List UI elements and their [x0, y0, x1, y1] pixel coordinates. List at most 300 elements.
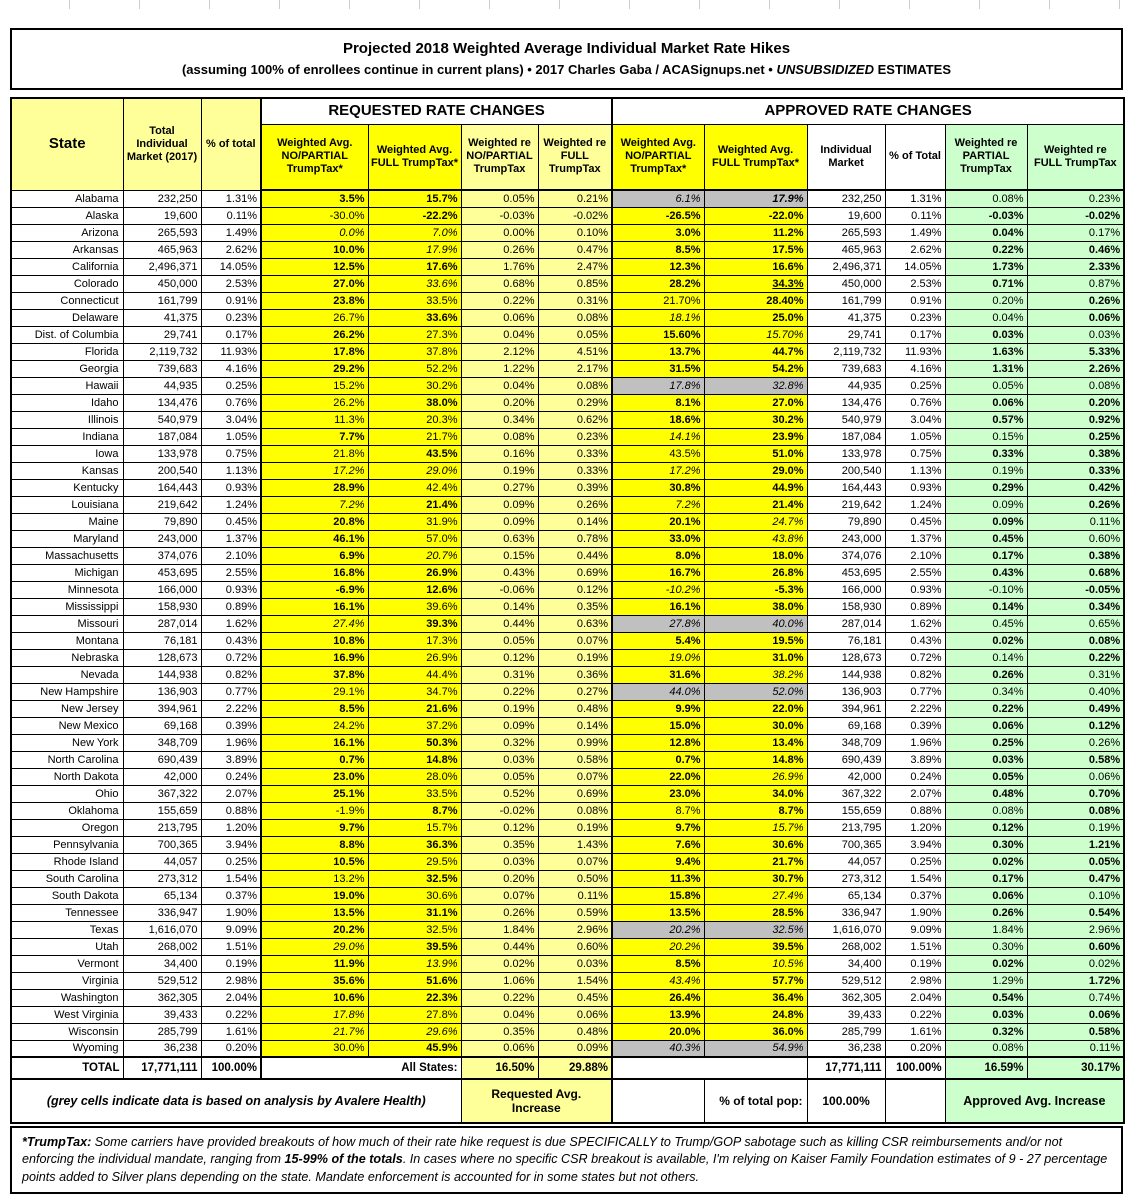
value-cell: 0.44% [461, 615, 538, 632]
value-cell: 0.93% [201, 479, 261, 496]
value-cell: 0.22% [201, 1006, 261, 1023]
col-header-req-re-nopartial: Weighted re NO/PARTIAL TrumpTax [461, 124, 538, 190]
value-cell: 2.26% [1027, 360, 1124, 377]
value-cell: 128,673 [807, 649, 885, 666]
value-cell: 0.08% [538, 377, 612, 394]
table-row [11, 768, 1124, 785]
value-cell: 21.6% [368, 700, 461, 717]
value-cell: 69,168 [807, 717, 885, 734]
state-cell: California [11, 258, 123, 275]
value-cell: 2.04% [885, 989, 945, 1006]
value-cell: 21.4% [704, 496, 807, 513]
state-cell: Colorado [11, 275, 123, 292]
table-row [11, 394, 1124, 411]
value-cell: 158,930 [807, 598, 885, 615]
state-cell: Wisconsin [11, 1023, 123, 1040]
value-cell: 0.43% [885, 632, 945, 649]
value-cell: 0.22% [885, 1006, 945, 1023]
value-cell: 0.89% [201, 598, 261, 615]
value-cell: 13.5% [612, 904, 704, 921]
value-cell: 2.22% [201, 700, 261, 717]
value-cell: 0.11% [201, 207, 261, 224]
value-cell: -26.5% [612, 207, 704, 224]
value-cell: 11.3% [261, 411, 368, 428]
value-cell: 39,433 [807, 1006, 885, 1023]
value-cell: 51.0% [704, 445, 807, 462]
value-cell: 46.1% [261, 530, 368, 547]
value-cell: 17.6% [368, 258, 461, 275]
value-cell: 17.8% [261, 343, 368, 360]
value-cell: 0.38% [1027, 445, 1124, 462]
value-cell: 0.05% [945, 377, 1027, 394]
value-cell: 0.12% [461, 819, 538, 836]
value-cell: 0.09% [461, 496, 538, 513]
value-cell: 232,250 [807, 190, 885, 207]
value-cell: 0.08% [538, 802, 612, 819]
value-cell: 28.40% [704, 292, 807, 309]
value-cell: 0.33% [1027, 462, 1124, 479]
table-row [11, 326, 1124, 343]
table-row [11, 921, 1124, 938]
value-cell: 1.54% [201, 870, 261, 887]
value-cell: 1.22% [461, 360, 538, 377]
value-cell: 0.40% [1027, 683, 1124, 700]
value-cell: 0.72% [885, 649, 945, 666]
col-header-individual-market: Individual Market [807, 124, 885, 190]
value-cell: 41,375 [807, 309, 885, 326]
state-cell: Hawaii [11, 377, 123, 394]
value-cell: 44,935 [807, 377, 885, 394]
value-cell: 0.45% [538, 989, 612, 1006]
table-row [11, 870, 1124, 887]
value-cell: 0.02% [1027, 955, 1124, 972]
value-cell: 19.5% [704, 632, 807, 649]
value-cell: 0.25% [1027, 428, 1124, 445]
value-cell: 690,439 [807, 751, 885, 768]
value-cell: 12.6% [368, 581, 461, 598]
value-cell: 26.4% [612, 989, 704, 1006]
value-cell: 0.17% [201, 326, 261, 343]
value-cell: 1.63% [945, 343, 1027, 360]
value-cell: 1.49% [201, 224, 261, 241]
value-cell: 348,709 [123, 734, 201, 751]
value-cell: 3.5% [261, 190, 368, 207]
value-cell: 0.68% [1027, 564, 1124, 581]
table-row [11, 904, 1124, 921]
value-cell: 13.2% [261, 870, 368, 887]
value-cell: 9.7% [261, 819, 368, 836]
value-cell: 31.9% [368, 513, 461, 530]
table-row [11, 564, 1124, 581]
value-cell: 1.13% [201, 462, 261, 479]
table-row [11, 190, 1124, 207]
value-cell: 0.06% [1027, 309, 1124, 326]
value-cell: 1.76% [461, 258, 538, 275]
value-cell: 243,000 [123, 530, 201, 547]
value-cell: 0.06% [945, 887, 1027, 904]
total-label: TOTAL [11, 1057, 123, 1079]
value-cell: 243,000 [807, 530, 885, 547]
value-cell: 374,076 [807, 547, 885, 564]
footer-spacer-1 [612, 1079, 704, 1123]
value-cell: 0.03% [461, 751, 538, 768]
value-cell: 27.0% [704, 394, 807, 411]
value-cell: 1.49% [885, 224, 945, 241]
group-header-row [11, 98, 1124, 124]
state-cell: Mississippi [11, 598, 123, 615]
value-cell: 32.5% [368, 921, 461, 938]
state-cell: Washington [11, 989, 123, 1006]
value-cell: 0.25% [885, 853, 945, 870]
value-cell: 0.26% [945, 904, 1027, 921]
value-cell: 37.8% [261, 666, 368, 683]
value-cell: 17.2% [612, 462, 704, 479]
value-cell: 36.3% [368, 836, 461, 853]
value-cell: 0.93% [201, 581, 261, 598]
value-cell: 10.8% [261, 632, 368, 649]
value-cell: 0.05% [461, 632, 538, 649]
table-row [11, 275, 1124, 292]
value-cell: 9.09% [201, 921, 261, 938]
state-cell: Nebraska [11, 649, 123, 666]
value-cell: 38.0% [704, 598, 807, 615]
value-cell: 0.07% [461, 887, 538, 904]
value-cell: 44.7% [704, 343, 807, 360]
value-cell: 0.23% [538, 428, 612, 445]
value-cell: 19.0% [261, 887, 368, 904]
value-cell: 15.60% [612, 326, 704, 343]
value-cell: 2.96% [1027, 921, 1124, 938]
value-cell: 1.20% [885, 819, 945, 836]
value-cell: 10.5% [261, 853, 368, 870]
value-cell: 0.48% [538, 700, 612, 717]
value-cell: 136,903 [123, 683, 201, 700]
value-cell: 336,947 [807, 904, 885, 921]
value-cell: 0.17% [1027, 224, 1124, 241]
value-cell: 34.0% [704, 785, 807, 802]
value-cell: 1.05% [885, 428, 945, 445]
value-cell: 348,709 [807, 734, 885, 751]
value-cell: 16.1% [261, 598, 368, 615]
value-cell: 0.68% [461, 275, 538, 292]
value-cell: 9.9% [612, 700, 704, 717]
value-cell: 0.75% [885, 445, 945, 462]
value-cell: 26.9% [368, 649, 461, 666]
value-cell: 42,000 [807, 768, 885, 785]
value-cell: 1.43% [538, 836, 612, 853]
value-cell: 1.37% [885, 530, 945, 547]
value-cell: 41,375 [123, 309, 201, 326]
col-header-app-re-partial: Weighted re PARTIAL TrumpTax [945, 124, 1027, 190]
table-row [11, 479, 1124, 496]
value-cell: 12.5% [261, 258, 368, 275]
value-cell: 0.35% [538, 598, 612, 615]
value-cell: 155,659 [123, 802, 201, 819]
value-cell: 450,000 [123, 275, 201, 292]
page-subtitle [12, 62, 1121, 77]
value-cell: 0.20% [885, 1040, 945, 1057]
table-row [11, 683, 1124, 700]
value-cell: 0.30% [945, 938, 1027, 955]
value-cell: 0.43% [461, 564, 538, 581]
value-cell: 21.7% [704, 853, 807, 870]
value-cell: 20.2% [612, 938, 704, 955]
total-req-re-partial: 16.50% [461, 1057, 538, 1079]
table-body [11, 190, 1124, 1057]
value-cell: 20.0% [612, 1023, 704, 1040]
value-cell: 28.2% [612, 275, 704, 292]
value-cell: 29.6% [368, 1023, 461, 1040]
value-cell: 0.45% [201, 513, 261, 530]
value-cell: 164,443 [123, 479, 201, 496]
value-cell: 0.23% [1027, 190, 1124, 207]
value-cell: 8.5% [261, 700, 368, 717]
value-cell: 2,119,732 [807, 343, 885, 360]
value-cell: 0.19% [461, 462, 538, 479]
value-cell: 39.6% [368, 598, 461, 615]
value-cell: 44.9% [704, 479, 807, 496]
total-pct-approved: 100.00% [885, 1057, 945, 1079]
value-cell: -0.06% [461, 581, 538, 598]
col-header-app-pct-total: % of Total [885, 124, 945, 190]
value-cell: 453,695 [123, 564, 201, 581]
value-cell: 51.6% [368, 972, 461, 989]
value-cell: 14.8% [704, 751, 807, 768]
value-cell: 0.82% [885, 666, 945, 683]
value-cell: 0.38% [1027, 547, 1124, 564]
value-cell: 3.89% [201, 751, 261, 768]
value-cell: 36.0% [704, 1023, 807, 1040]
value-cell: 187,084 [807, 428, 885, 445]
table-row [11, 887, 1124, 904]
value-cell: 17.9% [704, 190, 807, 207]
value-cell: 11.9% [261, 955, 368, 972]
value-cell: 0.16% [461, 445, 538, 462]
value-cell: 6.1% [612, 190, 704, 207]
state-cell: Florida [11, 343, 123, 360]
col-header-req-wavg-full: Weighted Avg. FULL TrumpTax* [368, 124, 461, 190]
value-cell: 0.63% [461, 530, 538, 547]
footnote-segment: Some carriers have provided breakouts of how much of their rate hike request is due SPECIFICALLY to Trump/GOP sabotage such as killing CSR reimbursements and/or not enforcing the individual mandate, ranging from [22, 1135, 1063, 1167]
value-cell: 0.85% [538, 275, 612, 292]
total-row [11, 1057, 1124, 1079]
state-cell: Oklahoma [11, 802, 123, 819]
value-cell: 6.9% [261, 547, 368, 564]
value-cell: 1.61% [885, 1023, 945, 1040]
value-cell: 16.1% [612, 598, 704, 615]
value-cell: 21.70% [612, 292, 704, 309]
value-cell: 15.8% [612, 887, 704, 904]
value-cell: 0.22% [461, 989, 538, 1006]
value-cell: 0.20% [461, 870, 538, 887]
value-cell: 0.08% [945, 190, 1027, 207]
value-cell: 27.3% [368, 326, 461, 343]
value-cell: 76,181 [123, 632, 201, 649]
value-cell: 0.50% [538, 870, 612, 887]
value-cell: 128,673 [123, 649, 201, 666]
table-row [11, 343, 1124, 360]
value-cell: 0.23% [201, 309, 261, 326]
value-cell: 0.08% [945, 802, 1027, 819]
value-cell: 0.42% [1027, 479, 1124, 496]
footer-spacer-2 [885, 1079, 945, 1123]
value-cell: 32.5% [704, 921, 807, 938]
value-cell: 17.2% [261, 462, 368, 479]
value-cell: 1.20% [201, 819, 261, 836]
value-cell: 739,683 [807, 360, 885, 377]
value-cell: 0.35% [461, 1023, 538, 1040]
value-cell: 1.54% [538, 972, 612, 989]
value-cell: 52.2% [368, 360, 461, 377]
value-cell: 0.14% [945, 649, 1027, 666]
state-cell: New Mexico [11, 717, 123, 734]
value-cell: 44,057 [807, 853, 885, 870]
value-cell: 69,168 [123, 717, 201, 734]
value-cell: 22.0% [612, 768, 704, 785]
total-pct: 100.00% [201, 1057, 261, 1079]
state-cell: Tennessee [11, 904, 123, 921]
value-cell: 3.04% [885, 411, 945, 428]
value-cell: 0.11% [1027, 1040, 1124, 1057]
value-cell: 0.04% [461, 326, 538, 343]
value-cell: 1.05% [201, 428, 261, 445]
approved-avg-increase-label: Approved Avg. Increase [945, 1079, 1124, 1123]
value-cell: 43.5% [612, 445, 704, 462]
state-cell: Pennsylvania [11, 836, 123, 853]
value-cell: 45.9% [368, 1040, 461, 1057]
value-cell: 14.1% [612, 428, 704, 445]
value-cell: 15.0% [612, 717, 704, 734]
value-cell: 273,312 [807, 870, 885, 887]
value-cell: 39,433 [123, 1006, 201, 1023]
state-cell: Missouri [11, 615, 123, 632]
value-cell: 0.35% [461, 836, 538, 853]
value-cell: 0.06% [461, 309, 538, 326]
table-row [11, 360, 1124, 377]
value-cell: 0.25% [945, 734, 1027, 751]
footnote-segment: . In cases where no specific CSR breakout is available, I'm relying on Kaiser Family Foundation estimates of 9 - 27 percentage points added to Silver plans depending on the state. Mandate enforcement is accounted for in some states but not others. [22, 1152, 1108, 1184]
value-cell: 0.22% [945, 241, 1027, 258]
value-cell: 8.1% [612, 394, 704, 411]
value-cell: 2.10% [201, 547, 261, 564]
state-cell: Kentucky [11, 479, 123, 496]
state-cell: Nevada [11, 666, 123, 683]
value-cell: 65,134 [123, 887, 201, 904]
value-cell: 0.58% [1027, 1023, 1124, 1040]
value-cell: 26.7% [261, 309, 368, 326]
value-cell: 14.05% [201, 258, 261, 275]
col-header-req-re-full: Weighted re FULL TrumpTax [538, 124, 612, 190]
value-cell: 367,322 [807, 785, 885, 802]
value-cell: 20.7% [368, 547, 461, 564]
value-cell: 2.55% [201, 564, 261, 581]
value-cell: 33.5% [368, 785, 461, 802]
value-cell: 0.00% [461, 224, 538, 241]
value-cell: 0.11% [885, 207, 945, 224]
value-cell: 0.03% [945, 1006, 1027, 1023]
value-cell: 36.4% [704, 989, 807, 1006]
value-cell: 1.62% [885, 615, 945, 632]
value-cell: 2.07% [885, 785, 945, 802]
value-cell: 540,979 [123, 411, 201, 428]
table-row [11, 1040, 1124, 1057]
value-cell: 8.7% [368, 802, 461, 819]
value-cell: 2.98% [201, 972, 261, 989]
value-cell: 8.7% [612, 802, 704, 819]
state-cell: New York [11, 734, 123, 751]
state-cell: Maine [11, 513, 123, 530]
value-cell: 3.0% [612, 224, 704, 241]
table-row [11, 224, 1124, 241]
value-cell: 0.25% [201, 853, 261, 870]
value-cell: 0.22% [461, 292, 538, 309]
value-cell: 5.33% [1027, 343, 1124, 360]
trumptax-footnote [10, 1126, 1123, 1194]
value-cell: 15.2% [261, 377, 368, 394]
value-cell: -0.03% [945, 207, 1027, 224]
value-cell: 0.76% [201, 394, 261, 411]
value-cell: 44,935 [123, 377, 201, 394]
value-cell: 0.25% [201, 377, 261, 394]
value-cell: 0.04% [461, 1006, 538, 1023]
value-cell: 27.0% [261, 275, 368, 292]
value-cell: 44.0% [612, 683, 704, 700]
value-cell: 0.43% [945, 564, 1027, 581]
value-cell: 739,683 [123, 360, 201, 377]
value-cell: 336,947 [123, 904, 201, 921]
value-cell: 44.4% [368, 666, 461, 683]
value-cell: 0.71% [945, 275, 1027, 292]
table-row [11, 530, 1124, 547]
value-cell: 158,930 [123, 598, 201, 615]
value-cell: 26.2% [261, 326, 368, 343]
value-cell: 0.7% [261, 751, 368, 768]
value-cell: 0.60% [1027, 530, 1124, 547]
value-cell: 0.88% [885, 802, 945, 819]
value-cell: 1.21% [1027, 836, 1124, 853]
value-cell: 5.4% [612, 632, 704, 649]
value-cell: 16.1% [261, 734, 368, 751]
table-row [11, 258, 1124, 275]
value-cell: 27.8% [368, 1006, 461, 1023]
table-row [11, 734, 1124, 751]
group-header-approved: APPROVED RATE CHANGES [612, 98, 1124, 124]
table-row [11, 666, 1124, 683]
grey-cells-note: (grey cells indicate data is based on analysis by Avalere Health) [11, 1079, 461, 1123]
value-cell: 57.0% [368, 530, 461, 547]
value-cell: 0.03% [945, 751, 1027, 768]
value-cell: 30.7% [704, 870, 807, 887]
value-cell: 0.08% [538, 309, 612, 326]
value-cell: 0.22% [1027, 649, 1124, 666]
total-req-re-full: 29.88% [538, 1057, 612, 1079]
value-cell: 34,400 [807, 955, 885, 972]
value-cell: 134,476 [807, 394, 885, 411]
value-cell: -10.2% [612, 581, 704, 598]
value-cell: 54.9% [704, 1040, 807, 1057]
value-cell: 265,593 [123, 224, 201, 241]
value-cell: 0.60% [1027, 938, 1124, 955]
table-row [11, 581, 1124, 598]
value-cell: 15.70% [704, 326, 807, 343]
value-cell: 0.33% [945, 445, 1027, 462]
value-cell: 0.43% [201, 632, 261, 649]
value-cell: 38.0% [368, 394, 461, 411]
value-cell: 0.11% [1027, 513, 1124, 530]
value-cell: 0.27% [538, 683, 612, 700]
value-cell: 0.26% [461, 904, 538, 921]
value-cell: 0.07% [538, 853, 612, 870]
